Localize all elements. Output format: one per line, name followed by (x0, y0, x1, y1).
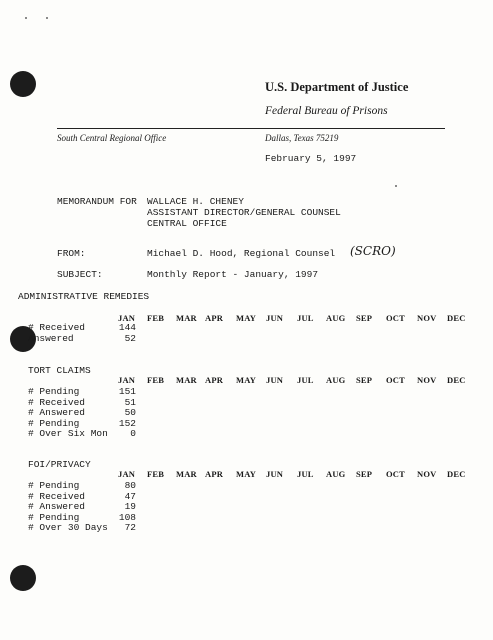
row-label: Answered (28, 332, 74, 344)
row-label: # Answered (28, 501, 86, 513)
month-header-mar: MAR (176, 375, 197, 385)
row-label: # Pending (28, 417, 80, 429)
row-label: # Over 30 Days (28, 522, 108, 534)
month-header-feb: FEB (147, 313, 165, 323)
month-header-apr: APR (205, 469, 224, 479)
memo-date: February 5, 1997 (265, 153, 357, 164)
month-header-mar: MAR (176, 469, 197, 479)
month-header-apr: APR (205, 313, 224, 323)
month-header-oct: OCT (386, 469, 406, 479)
row-value-jan: 19 (124, 501, 136, 513)
month-header-nov: NOV (417, 313, 437, 323)
row-label: # Pending (28, 386, 80, 397)
month-header-feb: FEB (147, 375, 165, 385)
month-header-mar: MAR (176, 313, 197, 323)
speck (46, 17, 48, 19)
month-header-feb: FEB (147, 469, 165, 479)
row-value-jan: 0 (130, 428, 136, 440)
month-header-jul: JUL (297, 313, 314, 323)
memo-from-value: Michael D. Hood, Regional Counsel (147, 248, 336, 259)
row-label: # Pending (28, 511, 80, 523)
month-header-jan: JAN (118, 313, 136, 323)
handwritten-annotation: (SCRO) (350, 244, 396, 258)
month-header-jun: JUN (266, 375, 284, 385)
punch-hole-bottom (10, 565, 36, 591)
month-header-may: MAY (236, 313, 257, 323)
row-value-jan: 80 (124, 480, 136, 491)
month-header-sep: SEP (356, 313, 373, 323)
row-label: # Received (28, 322, 86, 333)
month-header-jan: JAN (118, 375, 136, 385)
month-header-jan: JAN (118, 469, 136, 479)
month-header-dec: DEC (447, 375, 466, 385)
month-header-jun: JUN (266, 313, 284, 323)
month-header-dec: DEC (447, 313, 466, 323)
memo-for-line: CENTRAL OFFICE (147, 218, 227, 229)
month-header-jul: JUL (297, 375, 314, 385)
month-header-aug: AUG (326, 469, 346, 479)
letterhead-rule (57, 128, 445, 129)
memo-subject-value: Monthly Report - January, 1997 (147, 269, 319, 280)
speck (25, 17, 27, 19)
office-city: Dallas, Texas 75219 (265, 133, 339, 143)
month-header-jul: JUL (297, 469, 314, 479)
punch-hole-top (10, 71, 36, 97)
row-value-jan: 50 (124, 407, 136, 419)
month-header-oct: OCT (386, 375, 406, 385)
row-value-jan: 144 (118, 322, 136, 333)
month-header-nov: NOV (417, 375, 437, 385)
section-title: FOI/PRIVACY (28, 459, 91, 470)
month-header-apr: APR (205, 375, 224, 385)
month-header-may: MAY (236, 469, 257, 479)
speck (395, 185, 397, 187)
memo-for-line: ASSISTANT DIRECTOR/GENERAL COUNSEL (147, 207, 341, 218)
row-value-jan: 151 (118, 386, 136, 397)
row-label: # Answered (28, 407, 86, 419)
memo-for-line: WALLACE H. CHENEY (147, 196, 244, 207)
month-header-aug: AUG (326, 313, 346, 323)
month-header-oct: OCT (386, 313, 406, 323)
memo-from-label: FROM: (57, 248, 86, 259)
month-header-sep: SEP (356, 375, 373, 385)
memo-for-label: MEMORANDUM FOR (57, 196, 137, 207)
row-value-jan: 52 (124, 332, 136, 344)
month-header-sep: SEP (356, 469, 373, 479)
row-value-jan: 51 (124, 396, 136, 408)
month-header-dec: DEC (447, 469, 466, 479)
bureau-name: Federal Bureau of Prisons (265, 105, 388, 117)
row-value-jan: 108 (118, 511, 136, 523)
department-name: U.S. Department of Justice (265, 80, 409, 94)
month-header-aug: AUG (326, 375, 346, 385)
memo-subject-label: SUBJECT: (57, 269, 103, 280)
section-title: ADMINISTRATIVE REMEDIES (18, 291, 150, 302)
row-value-jan: 47 (124, 490, 136, 502)
row-label: # Over Six Mon (28, 428, 108, 440)
section-title: TORT CLAIMS (28, 365, 91, 376)
month-header-may: MAY (236, 375, 257, 385)
row-label: # Received (28, 490, 86, 502)
row-label: # Pending (28, 480, 80, 491)
row-value-jan: 72 (124, 522, 136, 534)
month-header-jun: JUN (266, 469, 284, 479)
row-label: # Received (28, 396, 86, 408)
office-name: South Central Regional Office (57, 133, 167, 143)
month-header-nov: NOV (417, 469, 437, 479)
row-value-jan: 152 (118, 417, 136, 429)
